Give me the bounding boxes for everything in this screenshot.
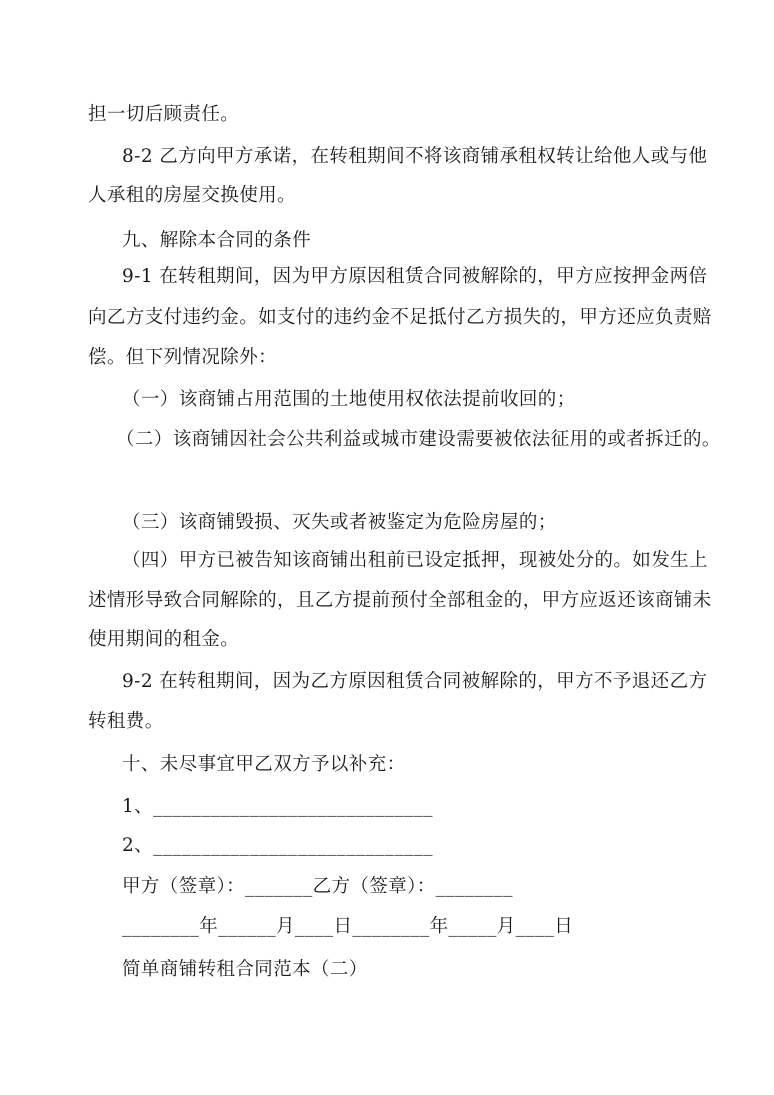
paragraph-line: 偿。但下列情况除外：	[88, 347, 278, 368]
paragraph-line: 人承租的房屋交换使用。	[88, 185, 296, 206]
clause-8-2: 8-2 乙方向甲方承诺，在转租期间不将该商铺承租权转让给他人或与他	[122, 146, 708, 167]
supplement-line-1: 1、_____________________________	[122, 796, 433, 817]
paragraph-line: 述情形导致合同解除的，且乙方提前预付全部租金的，甲方应返还该商铺未	[88, 590, 712, 611]
section-heading-9: 九、解除本合同的条件	[122, 230, 312, 251]
exception-item-4: （四）甲方已被告知该商铺出租前已设定抵押，现被处分的。如发生上	[122, 550, 708, 571]
paragraph-line: 使用期间的租金。	[88, 629, 240, 650]
date-line: ________年______月____日________年_____月____日	[122, 916, 574, 937]
next-document-title: 简单商铺转租合同范本（二）	[122, 959, 368, 980]
signature-line: 甲方（签章）：_______乙方（签章）：________	[122, 876, 513, 897]
clause-9-2: 9-2 在转租期间，因为乙方原因租赁合同被解除的，甲方不予退还乙方	[122, 671, 708, 692]
paragraph-line: 担一切后顾责任。	[88, 104, 240, 125]
exception-item-1: （一）该商铺占用范围的土地使用权依法提前收回的；	[122, 389, 576, 410]
paragraph-line: 转租费。	[88, 711, 164, 732]
supplement-line-2: 2、_____________________________	[122, 835, 433, 856]
exception-item-2: （二）该商铺因社会公共利益或城市建设需要被依法征用的或者拆迁的。	[116, 429, 721, 450]
section-heading-10: 十、未尽事宜甲乙双方予以补充：	[122, 754, 406, 775]
exception-item-3: （三）该商铺毁损、灭失或者被鉴定为危险房屋的；	[122, 512, 557, 533]
clause-9-1: 9-1 在转租期间，因为甲方原因租赁合同被解除的，甲方应按押金两倍	[122, 266, 708, 287]
paragraph-line: 向乙方支付违约金。如支付的违约金不足抵付乙方损失的，甲方还应负责赔	[88, 307, 712, 328]
